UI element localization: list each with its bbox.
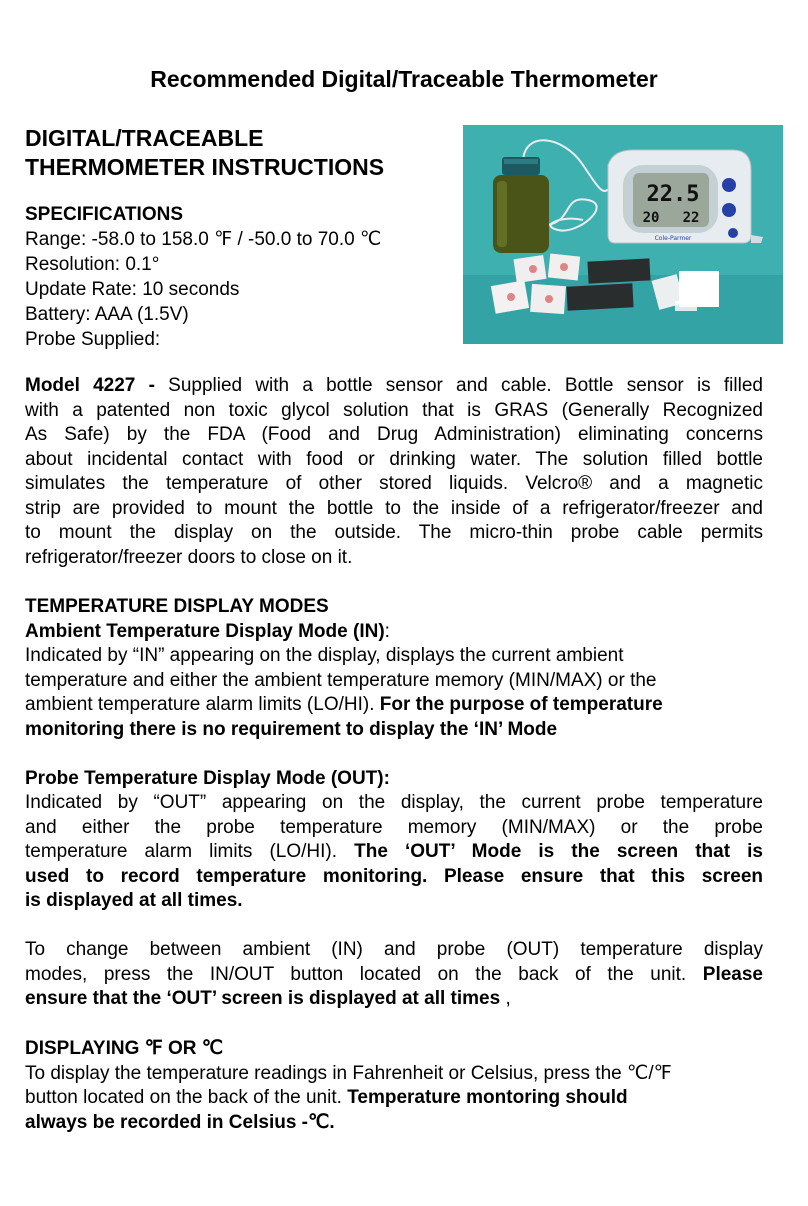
- unit-button-middle: [722, 203, 736, 217]
- model-line: with a patented non toxic glycol solution that is GRAS (Generally Recognized: [25, 399, 763, 421]
- units-text-line: button located on the back of the unit.: [25, 1087, 348, 1108]
- probe-note: is displayed at all times.: [25, 890, 243, 911]
- units-text-line: To display the temperature readings in Fahrenheit or Celsius, press the ℃/℉: [25, 1062, 672, 1084]
- probe-text-line: temperature alarm limits (LO/HI).: [25, 841, 355, 862]
- page-title: Recommended Digital/Traceable Thermometer: [150, 66, 658, 92]
- units-title: DISPLAYING ℉ OR ℃: [25, 1038, 224, 1059]
- display-main-reading: 22.5: [646, 182, 700, 207]
- display-right-reading: 22: [682, 210, 700, 226]
- change-mode-note: Please: [702, 963, 763, 985]
- model-line: simulates the temperature of other stored liquids. Velcro® and a magnetic: [25, 473, 763, 494]
- ambient-text-line: ambient temperature alarm limits (LO/HI).: [25, 694, 380, 715]
- units-note: always be recorded in Celsius -℃.: [25, 1111, 335, 1133]
- model-label: Model 4227 -: [25, 375, 155, 396]
- ambient-mode-colon: :: [384, 620, 390, 642]
- probe-text-line: Indicated by “OUT” appearing on the display, the current probe temperature: [25, 792, 763, 813]
- display-left-reading: 20: [642, 210, 660, 226]
- heading-line-1: DIGITAL/TRACEABLE: [25, 125, 264, 151]
- specifications-section: [25, 202, 455, 352]
- spec-update-rate: Update Rate: 10 seconds: [25, 279, 240, 300]
- model-line: about incidental contact with food or drinking water. The solution filled bottle: [25, 448, 763, 470]
- spec-resolution: Resolution: 0.1°: [25, 254, 160, 275]
- heading-line-2: THERMOMETER INSTRUCTIONS: [25, 154, 385, 180]
- brand-logo: Cole-Parmer: [654, 235, 692, 242]
- probe-mode-title: Probe Temperature Display Mode (OUT):: [25, 767, 390, 789]
- probe-text-line: and either the probe temperature memory (MIN/MAX) or the probe: [25, 816, 763, 838]
- probe-note: The ‘OUT’ Mode is the screen that is: [354, 841, 763, 862]
- model-line: to mount the display on the outside. The micro-thin probe cable permits: [25, 522, 763, 543]
- model-description: [25, 374, 763, 570]
- model-line: refrigerator/freezer doors to close on it.: [25, 546, 353, 568]
- temperature-modes-section: [25, 595, 763, 1012]
- ambient-note: For the purpose of temperature: [379, 694, 663, 715]
- thermometer-unit: [608, 150, 763, 243]
- change-mode-tail: ,: [500, 988, 511, 1009]
- model-line: As Safe) by the FDA (Food and Drug Administration) eliminating concerns: [25, 424, 763, 445]
- change-mode-line: To change between ambient (IN) and probe (OUT) temperature display: [25, 939, 763, 960]
- unit-button-top: [722, 178, 736, 192]
- document-heading: [25, 124, 445, 182]
- specifications-title: SPECIFICATIONS: [25, 204, 183, 225]
- ambient-text-line: temperature and either the ambient temperature memory (MIN/MAX) or the: [25, 669, 657, 691]
- units-section: [25, 1037, 763, 1135]
- thermometer-photo: [463, 125, 783, 344]
- change-mode-note: ensure that the ‘OUT’ screen is displayed at all times: [25, 988, 501, 1009]
- change-mode-line: modes, press the IN/OUT button located on the back of the unit.: [25, 963, 703, 985]
- unit-button-bottom: [728, 228, 738, 238]
- spec-probe: Probe Supplied:: [25, 329, 161, 350]
- ambient-note: monitoring there is no requirement to display the ‘IN’ Mode: [25, 718, 558, 740]
- ambient-mode-title: Ambient Temperature Display Mode (IN): [25, 620, 385, 642]
- units-note: Temperature montoring should: [347, 1087, 628, 1108]
- probe-note: used to record temperature monitoring. Please ensure that this screen: [25, 865, 763, 887]
- ambient-text-line: Indicated by “IN” appearing on the display, displays the current ambient: [25, 645, 624, 666]
- spec-range: Range: -58.0 to 158.0 ℉ / -50.0 to 70.0 ℃: [25, 229, 382, 250]
- spec-battery: Battery: AAA (1.5V): [25, 304, 189, 325]
- model-line: Supplied with a bottle sensor and cable. Bottle sensor is filled: [154, 375, 763, 396]
- modes-title: TEMPERATURE DISPLAY MODES: [25, 596, 329, 617]
- model-line: strip are provided to mount the bottle to the inside of a refrigerator/freezer and: [25, 497, 763, 519]
